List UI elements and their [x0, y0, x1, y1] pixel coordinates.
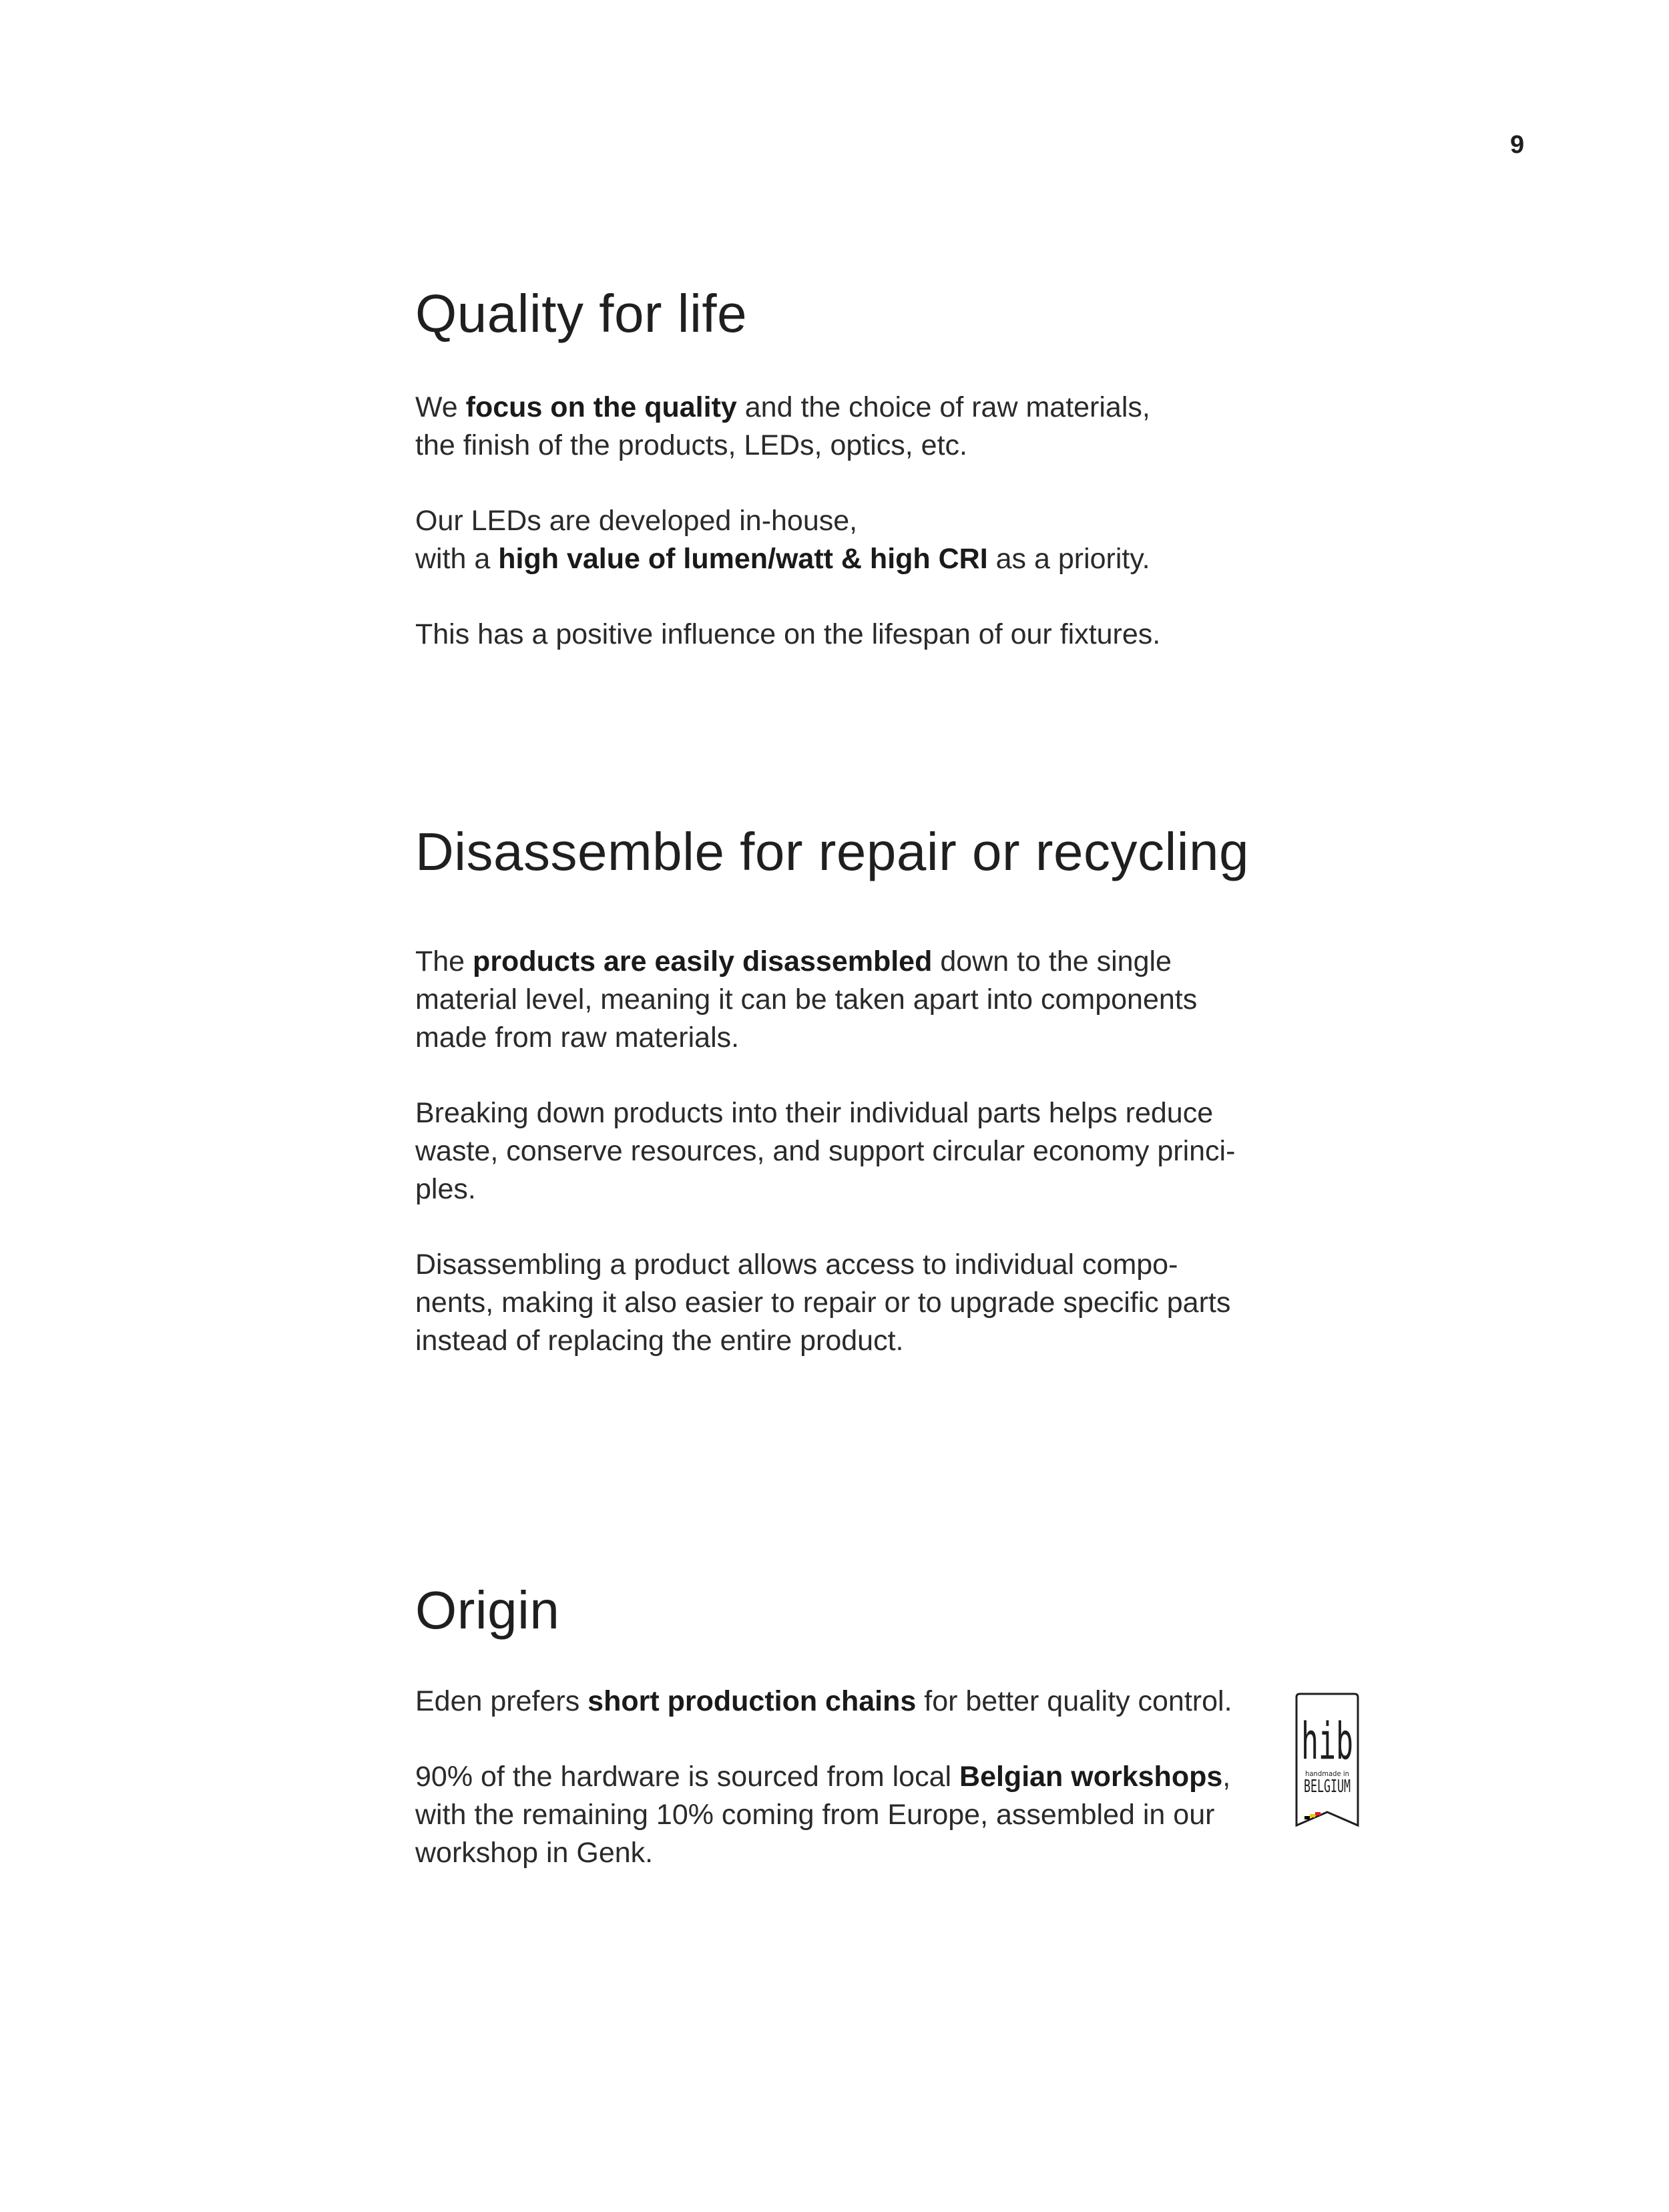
text-line: material level, meaning it can be taken apart into components — [415, 983, 1198, 1016]
text-line — [415, 389, 1283, 427]
text-run: We — [415, 391, 466, 423]
quality-paragraph-1 — [415, 389, 1283, 465]
emphasis-text: Belgian workshops — [959, 1761, 1223, 1793]
text-run: as a priority. — [987, 543, 1150, 575]
page-number: 9 — [1510, 131, 1525, 159]
emphasis-text: focus on the quality — [465, 391, 737, 423]
disassemble-paragraph-2 — [415, 1094, 1283, 1208]
origin-paragraph-2 — [415, 1758, 1283, 1872]
belgium-text: BELGIUM — [1304, 1777, 1351, 1797]
handmade-in-belgium-logo — [1294, 1692, 1361, 1832]
text-line: workshop in Genk. — [415, 1837, 654, 1869]
flag-stripe — [1315, 1812, 1321, 1815]
text-line: made from raw materials. — [415, 1022, 740, 1054]
text-run: The — [415, 945, 473, 977]
emphasis-text: high value of lumen/watt & high CRI — [498, 543, 988, 575]
flag-stripe — [1304, 1816, 1310, 1819]
text-line: Disassembling a product allows access to individual compo- — [415, 1249, 1178, 1281]
text-line — [415, 1683, 1283, 1721]
origin-paragraph-1 — [415, 1683, 1283, 1721]
text-line — [415, 540, 1283, 578]
text-line: nents, making it also easier to repair or to upgrade specific parts — [415, 1287, 1231, 1319]
quality-paragraph-2 — [415, 502, 1283, 578]
text-line: ples. — [415, 1173, 476, 1205]
text-run: , — [1222, 1761, 1231, 1793]
hib-logo-text: hib — [1301, 1711, 1353, 1771]
text-line: Breaking down products into their individual parts helps reduce — [415, 1097, 1214, 1129]
text-run: and the choice of raw materials, — [736, 391, 1150, 423]
text-line — [415, 1758, 1283, 1796]
text-line: with the remaining 10% coming from Europe, assembled in our — [415, 1799, 1215, 1831]
text-run: down to the single — [932, 945, 1172, 977]
origin-heading: Origin — [415, 1580, 560, 1640]
handmade-in-text: handmade in — [1305, 1769, 1350, 1778]
text-run: with a — [415, 543, 499, 575]
text-run: 90% of the hardware is sourced from local — [415, 1761, 960, 1793]
emphasis-text: short production chains — [587, 1685, 917, 1717]
disassemble-section — [415, 820, 1283, 1360]
origin-section — [415, 1578, 1283, 1872]
disassemble-paragraph-3 — [415, 1246, 1283, 1360]
hib-badge-icon — [1294, 1692, 1361, 1832]
disassemble-paragraph-1 — [415, 943, 1283, 1057]
flag-stripe — [1310, 1814, 1315, 1817]
text-line: instead of replacing the entire product. — [415, 1325, 904, 1357]
text-run: for better quality control. — [916, 1685, 1232, 1717]
text-line — [415, 943, 1283, 981]
text-line: the finish of the products, LEDs, optics, etc. — [415, 429, 967, 461]
text-line: Our LEDs are developed in-house, — [415, 505, 858, 537]
disassemble-heading: Disassemble for repair or recycling — [415, 822, 1250, 881]
text-run: Eden prefers — [415, 1685, 588, 1717]
emphasis-text: products are easily disassembled — [473, 945, 933, 977]
text-line: waste, conserve resources, and support circular economy princi- — [415, 1135, 1236, 1167]
quality-paragraph-3: This has a positive influence on the lifespan of our fixtures. — [415, 618, 1161, 650]
quality-heading: Quality for life — [415, 284, 748, 343]
quality-section — [415, 282, 1283, 654]
